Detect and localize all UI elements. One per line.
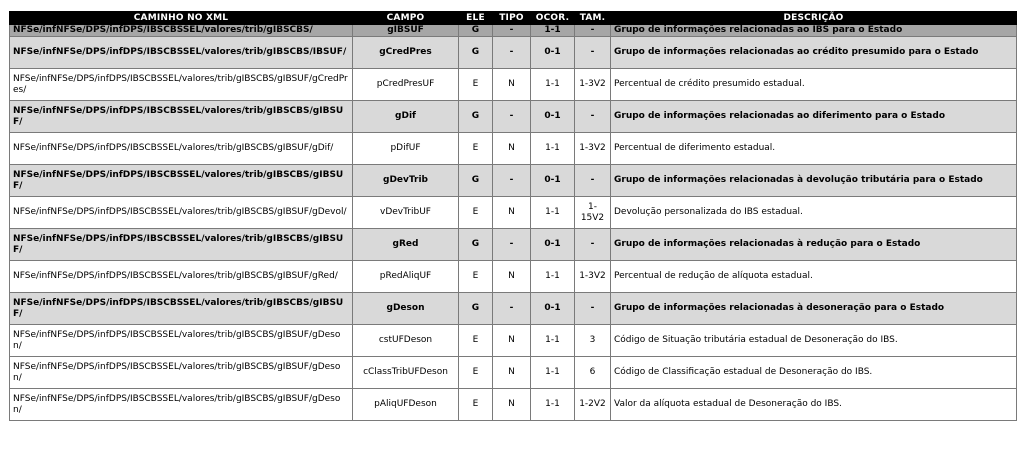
col-header-campo: CAMPO bbox=[353, 12, 459, 25]
cell-ele: E bbox=[459, 357, 493, 389]
cell-ocor: 1-1 bbox=[531, 133, 575, 165]
cell-tipo: N bbox=[493, 325, 531, 357]
cell-ele: G bbox=[459, 37, 493, 69]
cell-campo: cClassTribUFDeson bbox=[353, 357, 459, 389]
cell-tam: 1-3V2 bbox=[575, 261, 611, 293]
cell-ele: E bbox=[459, 197, 493, 229]
cell-caminho: NFSe/infNFSe/DPS/infDPS/IBSCBSSEL/valores/trib/gIBSCBS/gIBSUF/ bbox=[10, 229, 353, 261]
cell-campo: vDevTribUF bbox=[353, 197, 459, 229]
cell-descricao: Grupo de informações relacionadas à desoneração para o Estado bbox=[611, 293, 1017, 325]
xml-fields-table bbox=[9, 11, 1017, 421]
cell-caminho: NFSe/infNFSe/DPS/infDPS/IBSCBSSEL/valores/trib/gIBSCBS/gIBSUF/gRed/ bbox=[10, 261, 353, 293]
cell-tam: 6 bbox=[575, 357, 611, 389]
cell-ocor: 1-1 bbox=[531, 197, 575, 229]
cell-ocor: 1-1 bbox=[531, 325, 575, 357]
cell-caminho: NFSe/infNFSe/DPS/infDPS/IBSCBSSEL/valores/trib/gIBSCBS/gIBSUF/gDevol/ bbox=[10, 197, 353, 229]
cell-ocor: 0-1 bbox=[531, 165, 575, 197]
cell-descricao: Grupo de informações relacionadas à devolução tributária para o Estado bbox=[611, 165, 1017, 197]
cell-tam: - bbox=[575, 229, 611, 261]
cell-ocor: 1-1 bbox=[531, 261, 575, 293]
cell-ocor: 1-1 bbox=[531, 357, 575, 389]
cell-campo: pCredPresUF bbox=[353, 69, 459, 101]
col-header-ocor: OCOR. bbox=[531, 12, 575, 25]
cell-tam: 3 bbox=[575, 325, 611, 357]
table-row bbox=[10, 197, 1017, 229]
cell-tam: - bbox=[575, 293, 611, 325]
cell-ele: G bbox=[459, 25, 493, 37]
cell-descricao: Devolução personalizada do IBS estadual. bbox=[611, 197, 1017, 229]
cell-descricao: Grupo de informações relacionadas ao crédito presumido para o Estado bbox=[611, 37, 1017, 69]
cell-caminho: NFSe/infNFSe/DPS/infDPS/IBSCBSSEL/valores/trib/gIBSCBS/gIBSUF/gDeson/ bbox=[10, 325, 353, 357]
cell-caminho: NFSe/infNFSe/DPS/infDPS/IBSCBSSEL/valores/trib/gIBSCBS/gIBSUF/ bbox=[10, 293, 353, 325]
cell-tipo: N bbox=[493, 197, 531, 229]
table-row-group bbox=[10, 229, 1017, 261]
cell-tipo: N bbox=[493, 133, 531, 165]
cell-ocor: 1-1 bbox=[531, 69, 575, 101]
xml-fields-table-container bbox=[9, 11, 1016, 421]
cell-tam: - bbox=[575, 37, 611, 69]
col-header-tipo: TIPO bbox=[493, 12, 531, 25]
cell-tipo: - bbox=[493, 293, 531, 325]
cell-campo: cstUFDeson bbox=[353, 325, 459, 357]
cell-ele: E bbox=[459, 69, 493, 101]
cell-ele: E bbox=[459, 325, 493, 357]
cell-ele: E bbox=[459, 389, 493, 421]
table-row bbox=[10, 389, 1017, 421]
cell-descricao: Percentual de crédito presumido estadual. bbox=[611, 69, 1017, 101]
table-body bbox=[10, 25, 1017, 421]
table-row-group bbox=[10, 165, 1017, 197]
cell-caminho: NFSe/infNFSe/DPS/infDPS/IBSCBSSEL/valores/trib/gIBSCBS/gIBSUF/ bbox=[10, 101, 353, 133]
cell-ocor: 0-1 bbox=[531, 229, 575, 261]
table-row bbox=[10, 261, 1017, 293]
cell-descricao: Grupo de informações relacionadas à redução para o Estado bbox=[611, 229, 1017, 261]
col-header-ele: ELE bbox=[459, 12, 493, 25]
cell-campo: pAliqUFDeson bbox=[353, 389, 459, 421]
cell-campo: gDeson bbox=[353, 293, 459, 325]
cell-ocor: 0-1 bbox=[531, 101, 575, 133]
cell-tipo: - bbox=[493, 165, 531, 197]
cell-descricao: Grupo de informações relacionadas ao diferimento para o Estado bbox=[611, 101, 1017, 133]
table-row-group bbox=[10, 25, 1017, 37]
cell-campo: gDif bbox=[353, 101, 459, 133]
table-row bbox=[10, 357, 1017, 389]
cell-caminho: NFSe/infNFSe/DPS/infDPS/IBSCBSSEL/valores/trib/gIBSCBS/gIBSUF/gCredPres/ bbox=[10, 69, 353, 101]
cell-caminho: NFSe/infNFSe/DPS/infDPS/IBSCBSSEL/valores/trib/gIBSCBS/gIBSUF/gDeson/ bbox=[10, 389, 353, 421]
cell-tam: - bbox=[575, 25, 611, 37]
cell-tipo: - bbox=[493, 37, 531, 69]
header-row bbox=[10, 12, 1017, 25]
cell-descricao: Código de Classificação estadual de Desoneração do IBS. bbox=[611, 357, 1017, 389]
cell-caminho: NFSe/infNFSe/DPS/infDPS/IBSCBSSEL/valores/trib/gIBSCBS/IBSUF/ bbox=[10, 37, 353, 69]
cell-tipo: - bbox=[493, 25, 531, 37]
table-row bbox=[10, 69, 1017, 101]
cell-descricao: Grupo de informações relacionadas ao IBS para o Estado bbox=[611, 25, 1017, 37]
cell-descricao: Percentual de diferimento estadual. bbox=[611, 133, 1017, 165]
cell-caminho: NFSe/infNFSe/DPS/infDPS/IBSCBSSEL/valores/trib/gIBSCBS/gIBSUF/ bbox=[10, 165, 353, 197]
cell-ocor: 1-1 bbox=[531, 25, 575, 37]
cell-tipo: N bbox=[493, 357, 531, 389]
cell-campo: pRedAliqUF bbox=[353, 261, 459, 293]
cell-ele: G bbox=[459, 101, 493, 133]
cell-caminho: NFSe/infNFSe/DPS/infDPS/IBSCBSSEL/valores/trib/gIBSCBS/gIBSUF/gDeson/ bbox=[10, 357, 353, 389]
cell-tipo: N bbox=[493, 69, 531, 101]
col-header-descricao: DESCRIÇÃO bbox=[611, 12, 1017, 25]
cell-campo: gRed bbox=[353, 229, 459, 261]
cell-tam: - bbox=[575, 101, 611, 133]
cell-tam: 1-3V2 bbox=[575, 133, 611, 165]
cell-tam: 1-2V2 bbox=[575, 389, 611, 421]
table-row bbox=[10, 133, 1017, 165]
cell-campo: gIBSUF bbox=[353, 25, 459, 37]
cell-tam: 1-15V2 bbox=[575, 197, 611, 229]
cell-tipo: N bbox=[493, 389, 531, 421]
cell-caminho: NFSe/infNFSe/DPS/infDPS/IBSCBSSEL/valores/trib/gIBSCBS/ bbox=[10, 25, 353, 37]
col-header-tam: TAM. bbox=[575, 12, 611, 25]
cell-tipo: - bbox=[493, 101, 531, 133]
cell-descricao: Percentual de redução de alíquota estadual. bbox=[611, 261, 1017, 293]
cell-ele: G bbox=[459, 229, 493, 261]
cell-ele: E bbox=[459, 261, 493, 293]
cell-ele: E bbox=[459, 133, 493, 165]
cell-ocor: 1-1 bbox=[531, 389, 575, 421]
cell-ocor: 0-1 bbox=[531, 293, 575, 325]
col-header-caminho: CAMINHO NO XML bbox=[10, 12, 353, 25]
cell-campo: pDifUF bbox=[353, 133, 459, 165]
cell-tipo: - bbox=[493, 229, 531, 261]
cell-ele: G bbox=[459, 293, 493, 325]
table-row-group bbox=[10, 37, 1017, 69]
cell-tam: 1-3V2 bbox=[575, 69, 611, 101]
table-row-group bbox=[10, 293, 1017, 325]
table-row-group bbox=[10, 101, 1017, 133]
cell-tam: - bbox=[575, 165, 611, 197]
cell-ele: G bbox=[459, 165, 493, 197]
cell-campo: gDevTrib bbox=[353, 165, 459, 197]
cell-tipo: N bbox=[493, 261, 531, 293]
table-row bbox=[10, 325, 1017, 357]
cell-descricao: Código de Situação tributária estadual de Desoneração do IBS. bbox=[611, 325, 1017, 357]
cell-ocor: 0-1 bbox=[531, 37, 575, 69]
cell-descricao: Valor da alíquota estadual de Desoneração do IBS. bbox=[611, 389, 1017, 421]
cell-caminho: NFSe/infNFSe/DPS/infDPS/IBSCBSSEL/valores/trib/gIBSCBS/gIBSUF/gDif/ bbox=[10, 133, 353, 165]
cell-campo: gCredPres bbox=[353, 37, 459, 69]
